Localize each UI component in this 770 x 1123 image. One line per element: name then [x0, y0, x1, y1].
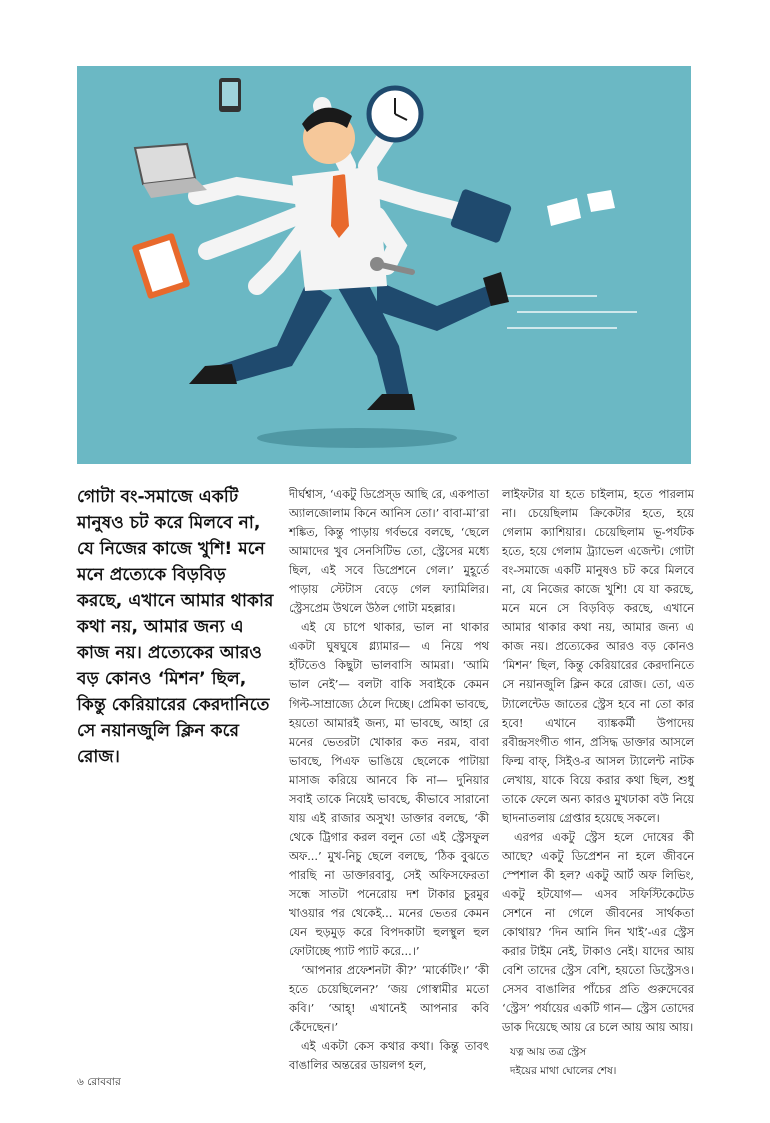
verse	[510, 1043, 694, 1081]
verse-line: যত্ন আয় তত্র স্ট্রেস	[510, 1046, 587, 1059]
paragraph: লাইফটার যা হতে চাইলাম, হতে পারলাম না। চেয়েছিলাম ক্রিকেটার হতে, হয়ে গেলাম ক্যাশিয়ার। চেয়েছিলাম ভূ-পর্যটক হতে, হয়ে গেলাম ট্র্যাভেল এজেন্ট। গোটা বং-সমাজে একটি মানুষও চট করে মিলবে না, যে নিজের কাজে খুশি! যে যা করছে, মনে মনে সে বিড়বিড় করছে, এখানে আমার থাকার কথা নয়, আমার জন্য এ কাজ নয়। প্রত্যেকের আরও বড় কোনও ‘মিশন’ ছিল, কিন্তু কেরিয়ারের কেরদানিতে সে নয়ানজুলি ক্লিন করে রোজ। তো, এত ট্যালেন্টেড জাতের স্ট্রেস হবে না তো কার হবে! এখানে ব্যাঙ্ককর্মী উপাদেয় রবীন্দ্রসংগীত গান, প্রসিদ্ধ ডাক্তার আসলে ফিল্ম বাফ্‌, সিইও-র আসল ট্যালেন্ট নাটক লেখায়, যাকে বিয়ে করার কথা ছিল, শুধু তাকে ফেলে অন্য কারও মুখঢাকা বউ নিয়ে ছাদনাতলায় গ্রেপ্তার হয়েছে সকলে।	[502, 487, 694, 825]
paragraph: এই একটা কেস কথার কথা। কিন্তু তাবৎ বাঙালির অন্তরের ডায়লগ হল,	[289, 1039, 489, 1073]
pull-quote: গোটা বং-সমাজে একটি মানুষও চট করে মিলবে না, যে নিজের কাজে খুশি! মনে মনে প্রত্যেকে বিড়বিড় করছে, এখানে আমার থাকার কথা নয়, আমার জন্য এ কাজ নয়। প্রত্যেকের আরও বড় কোনও ‘মিশন’ ছিল, কিন্তু কেরিয়ারের কেরদানিতে সে নয়ানজুলি ক্লিন করে রোজ।	[77, 487, 274, 767]
multitasking-businessman-illustration	[77, 66, 691, 464]
paragraph: এরপর একটু স্ট্রেস হলে দোষের কী আছে? একটু ডিপ্রেশন না হলে জীবনে স্পেশাল কী হল? একটু আর্ট অফ লিভিং, একটু হটযোগ— এসব সফিস্টিকেটেড সেশনে না গেলে জীবনের সার্থকতা কোথায়? ‘দিন আনি দিন খাই’-এর স্ট্রেস করার টাইম নেই, টাকাও নেই। যাদের আয় বেশি তাদের স্ট্রেস বেশি, হয়তো ডিস্ট্রেসও। সেসব বাঙালির পাঁচের প্রতি গুরুদেবের ‘স্ট্রেস’ পর্যায়ের একটি গান— স্ট্রেস তোদের ডাক দিয়েছে আয় রে চলে আয় আয় আয়।	[502, 829, 694, 1035]
verse-line: দইয়ের মাথা ঘোলের শেষ।	[510, 1065, 617, 1078]
article-column-2	[289, 485, 489, 1075]
paragraph: ‘আপনার প্রফেশনটা কী?’ ‘মার্কেটিং।’ ‘কী হতে চেয়েছিলেন?’ ‘জয় গোস্বামীর মতো কবি।’ ‘আহ্‌! এখানেই আপনার কবি কেঁদেছেন।’	[289, 963, 489, 1035]
article-column-3	[502, 485, 694, 1081]
paragraph: এই যে চাপে থাকার, ভাল না থাকার একটা ঘুষঘুষে গ্ল্যামার— এ নিয়ে পথ হাঁটতেও কিছুটা ভালবাসি আমরা। ‘আমি ভাল নেই’— বলটা বাকি সবাইকে কেমন গিল্ট-সাম্রাজ্যে ঠেলে দিচ্ছে। প্রেমিকা ভাবছে, হয়তো আমারই জন্য, মা ভাবছে, আহা রে মনের ভেতরটা খোকার কত নরম, বাবা ভাবছে, পিএফ ভাঙিয়ে ছেলেকে পাটায়া মাসাজ করিয়ে আনবে কি না— দুনিয়ার সবাই তাকে নিয়েই ভাবছে, কীভাবে সারানো যায় এই রাজার অসুখ! ডাক্তার বলছে, ‘কী থেকে ট্রিগার করল বলুন তো এই স্ট্রেসফুল অফ...’ মুখ-নিচু ছেলে বলছে, ‘ঠিক বুঝতে পারছি না ডাক্তারবাবু, সেই অফিসফেরতা সন্ধে সাতটা পনেরোয় দশ টাকার চুরমুর খাওয়ার পর থেকেই... মনের ভেতর কেমন যেন হুড়মুড় করে বিপদকাটা হুলস্থুল হুল ফোটাচ্ছে প্যাট প্যাট করে...।’	[289, 620, 489, 959]
paragraph: দীর্ঘশ্বাস, ‘একটু ডিপ্রেস্ড আছি রে, একপাতা অ্যালজোলাম কিনে আনিস তো।’ বাবা-মা’রা শঙ্কিত, কিন্তু পাড়ায় গর্বভরে বলছে, ‘ছেলে আমাদের খুব সেনসিটিভ তো, স্ট্রেসের মধ্যে ছিল, এই সবে ডিপ্রেশনে গেল।’ মুহূর্তে পাড়ায় স্টেটাস বেড়ে গেল ফ্যামিলির। স্ট্রেসপ্রেম উথলে উঠল গোটা মহল্লার।	[289, 487, 489, 616]
page-folio: ৬ রোববার	[77, 1076, 121, 1088]
